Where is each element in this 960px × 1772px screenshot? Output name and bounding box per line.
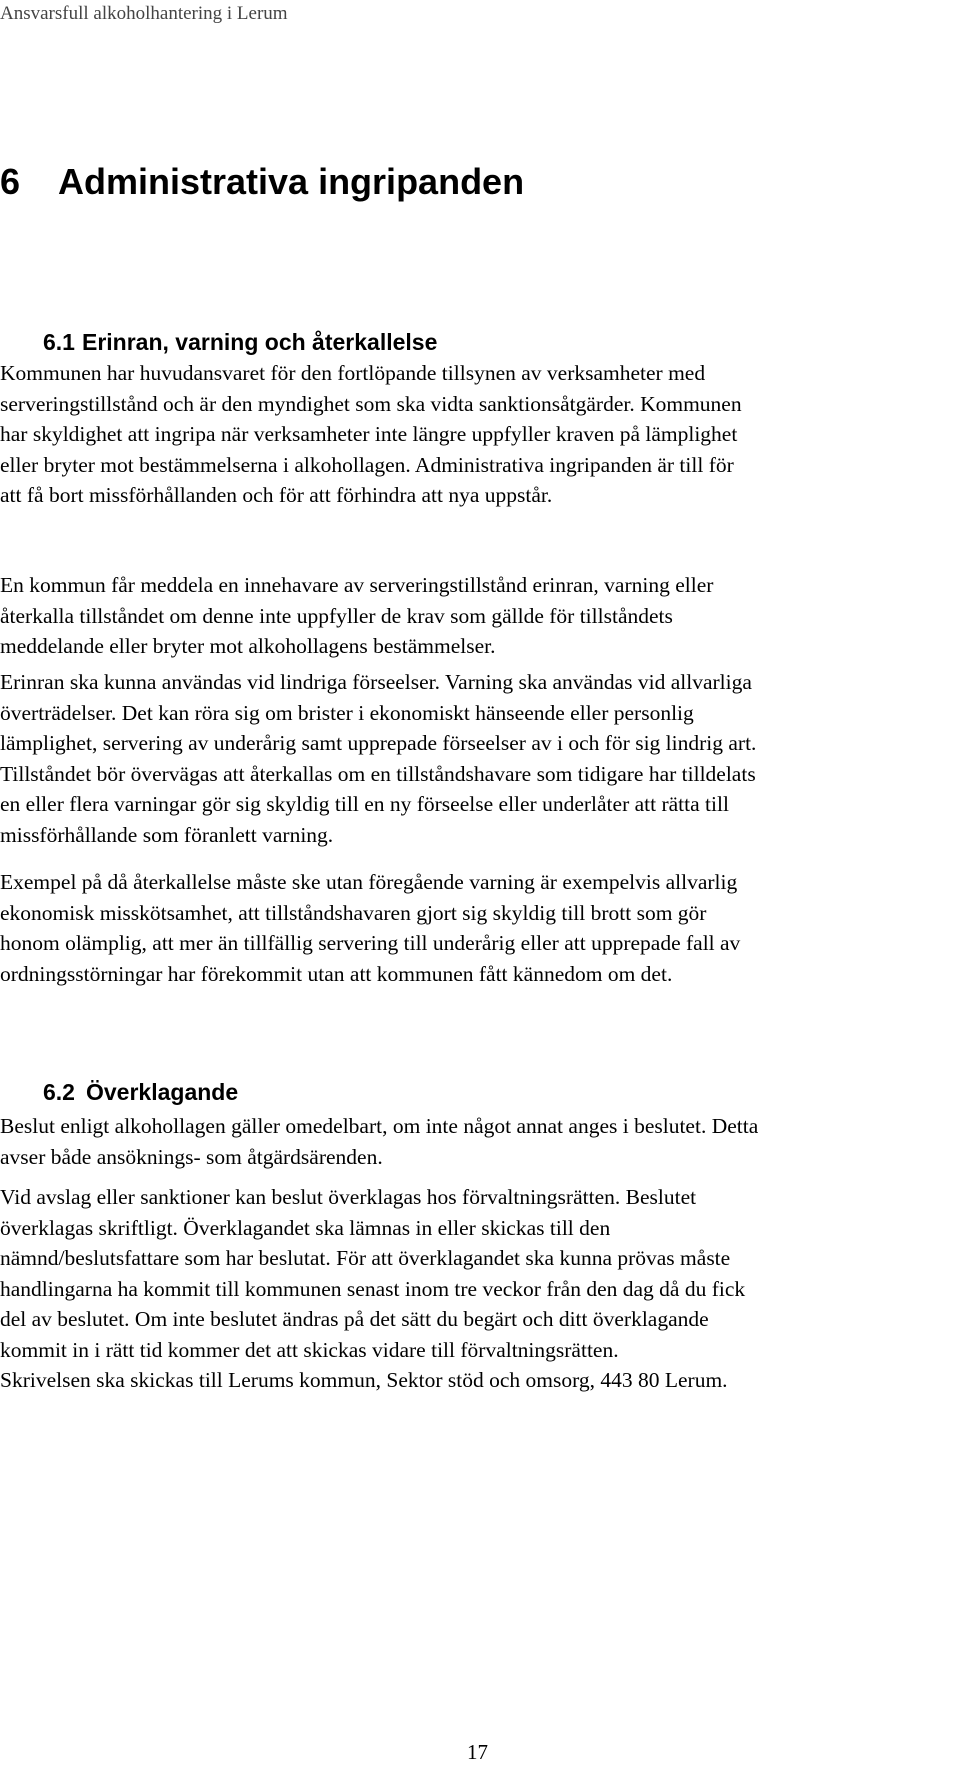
body-paragraph: Vid avslag eller sanktioner kan beslut överklagas hos förvaltningsrätten. Beslutet överklagas skriftligt. Överklagandet ska lämnas in eller skickas till den nämnd/beslutsfattare som har beslutat. För att överklagandet ska kunna prövas måste handlingarna ha kommit till kommunen senast inom tre veckor från den dag då du fick del av beslutet. Om inte beslutet ändras på det sätt du begärt och ditt överklagande kommit in i rätt tid kommer det att skickas vidare till förvaltningsrätten. Skrivelsen ska skickas till Lerums kommun, Sektor stöd och omsorg, 443 80 Lerum. xyxy=(0,1185,746,1392)
body-paragraph: Erinran ska kunna användas vid lindriga förseelser. Varning ska användas vid allvarliga överträdelser. Det kan röra sig om brister i ekonomiskt hänseende eller personlig lämplighet, servering av underårig samt upprepade förseelser av i och för sig lindrig art. Tillståndet bör övervägas att återkallas om en tillståndshavare som tidigare har tilldelats en eller flera varningar gör sig skyldig till en ny förseelse eller underlåter att rätta till missförhållande som föranlett varning. xyxy=(0,670,757,847)
running-header: Ansvarsfull alkoholhantering i Lerum xyxy=(0,3,288,24)
section-heading xyxy=(43,1076,238,1108)
section-title-text: Överklagande xyxy=(86,1079,239,1105)
section-number: 6.1 xyxy=(43,329,75,355)
body-paragraph: Kommunen har huvudansvaret för den fortlöpande tillsynen av verksamheter med serveringstillstånd och är den myndighet som ska vidta sanktionsåtgärder. Kommunen har skyldighet att ingripa när verksamheter inte längre uppfyller kraven på lämplighet eller bryter mot bestämmelserna i alkohollagen. Administrativa ingripanden är till för att få bort missförhållanden och för att förhindra att nya uppstår. xyxy=(0,361,742,507)
section-number: 6.2 xyxy=(43,1079,75,1105)
body-paragraph: Beslut enligt alkohollagen gäller omedelbart, om inte något annat anges i beslutet. Detta avser både ansöknings- som åtgärdsärenden. xyxy=(0,1114,759,1169)
page-number: 17 xyxy=(467,1740,488,1764)
chapter-number: 6 xyxy=(0,161,21,202)
chapter-title xyxy=(0,158,524,206)
body-paragraph: Exempel på då återkallelse måste ske utan föregående varning är exempelvis allvarlig ekonomisk misskötsamhet, att tillståndshavaren gjort sig skyldig till brott som gör honom olämplig, att mer än tillfällig servering till underårig eller att upprepade fall av ordningsstörningar har förekommit utan att kommunen fått kännedom om det. xyxy=(0,870,741,986)
section-heading xyxy=(43,326,437,358)
section-title-text: Erinran, varning och återkallelse xyxy=(82,329,438,355)
chapter-title-text: Administrativa ingripanden xyxy=(58,161,525,202)
body-paragraph: En kommun får meddela en innehavare av serveringstillstånd erinran, varning eller återkalla tillståndet om denne inte uppfyller de krav som gällde för tillståndets meddelande eller bryter mot alkohollagens bestämmelser. xyxy=(0,573,714,658)
